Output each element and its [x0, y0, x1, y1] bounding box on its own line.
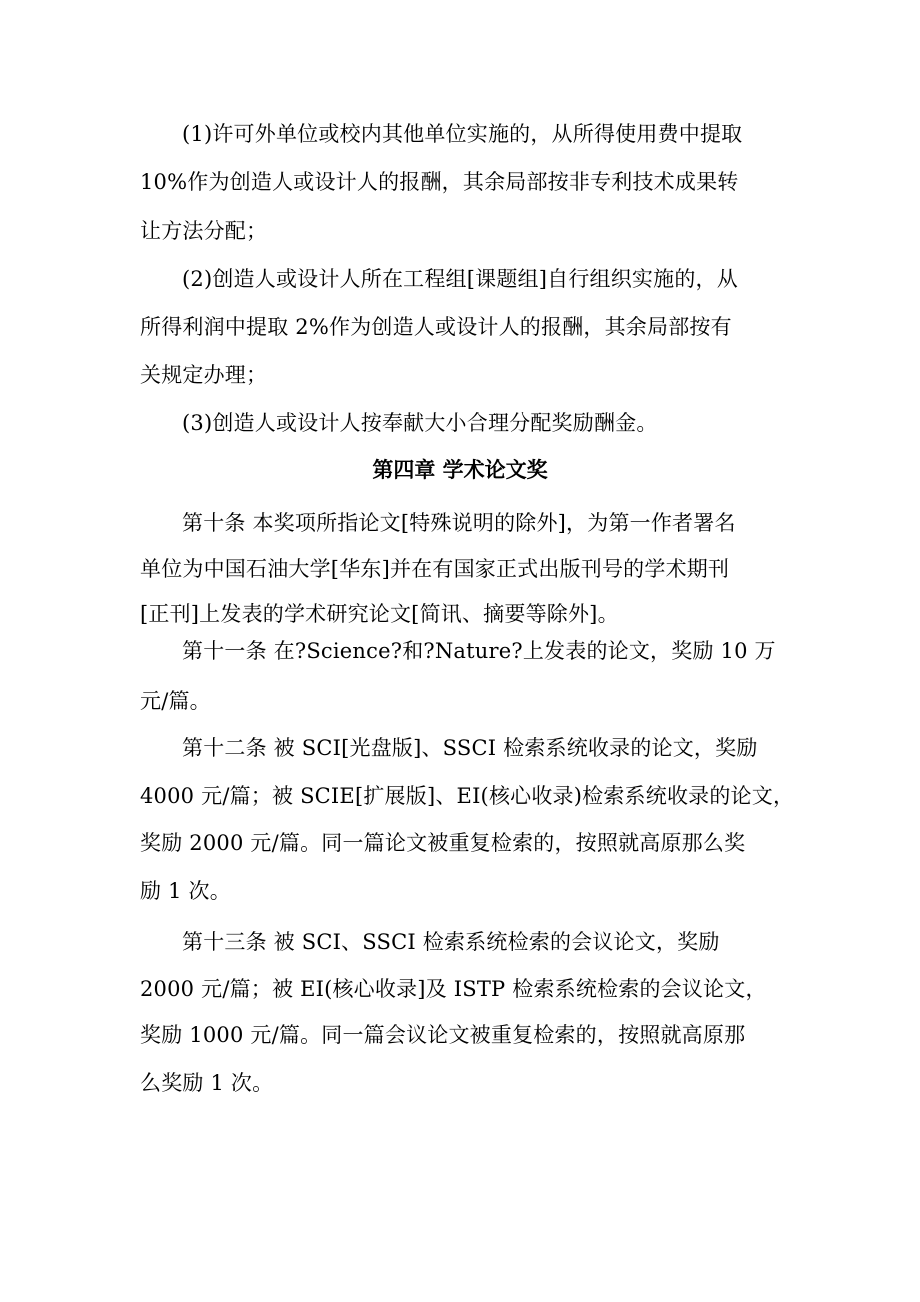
- paragraph-line: 10%作为创造人或设计人的报酬，其余局部按非专利技术成果转: [140, 170, 739, 194]
- article-line: 4000 元/篇；被 SCIE[扩展版]、EI(核心收录)检索系统收录的论文，: [140, 784, 795, 808]
- article-line: 励 1 次。: [140, 879, 231, 903]
- chapter-heading: 第四章 学术论文奖: [372, 457, 548, 482]
- article-line: 元/篇。: [140, 689, 211, 713]
- article-line: 2000 元/篇；被 EI(核心收录]及 ISTP 检索系统检索的会议论文，: [140, 977, 767, 1001]
- article-line: [正刊]上发表的学术研究论文[简讯、摘要等除外]。: [140, 602, 619, 626]
- paragraph-line: (3)创造人或设计人按奉献大小合理分配奖励酬金。: [182, 411, 658, 435]
- paragraph-line: (1)许可外单位或校内其他单位实施的，从所得使用费中提取: [182, 122, 743, 146]
- article-line: 第十一条 在?Science?和?Nature?上发表的论文，奖励 10 万: [182, 639, 776, 663]
- article-line: 第十二条 被 SCI[光盘版]、SSCI 检索系统收录的论文，奖励: [182, 736, 758, 760]
- article-line: 奖励 2000 元/篇。同一篇论文被重复检索的，按照就高原那么奖: [140, 831, 746, 855]
- article-line: 奖励 1000 元/篇。同一篇会议论文被重复检索的，按照就高原那: [140, 1023, 746, 1047]
- article-line: 单位为中国石油大学[华东]并在有国家正式出版刊号的学术期刊: [140, 557, 730, 581]
- article-line: 第十条 本奖项所指论文[特殊说明的除外]，为第一作者署名: [182, 511, 736, 535]
- article-line: 么奖励 1 次。: [140, 1071, 274, 1095]
- paragraph-line: (2)创造人或设计人所在工程组[课题组]自行组织实施的，从: [182, 267, 738, 291]
- article-line: 第十三条 被 SCI、SSCI 检索系统检索的会议论文，奖励: [182, 930, 720, 954]
- paragraph-line: 让方法分配；: [140, 219, 268, 243]
- paragraph-line: 所得利润中提取 2%作为创造人或设计人的报酬，其余局部按有: [140, 315, 732, 339]
- paragraph-line: 关规定办理；: [140, 363, 268, 387]
